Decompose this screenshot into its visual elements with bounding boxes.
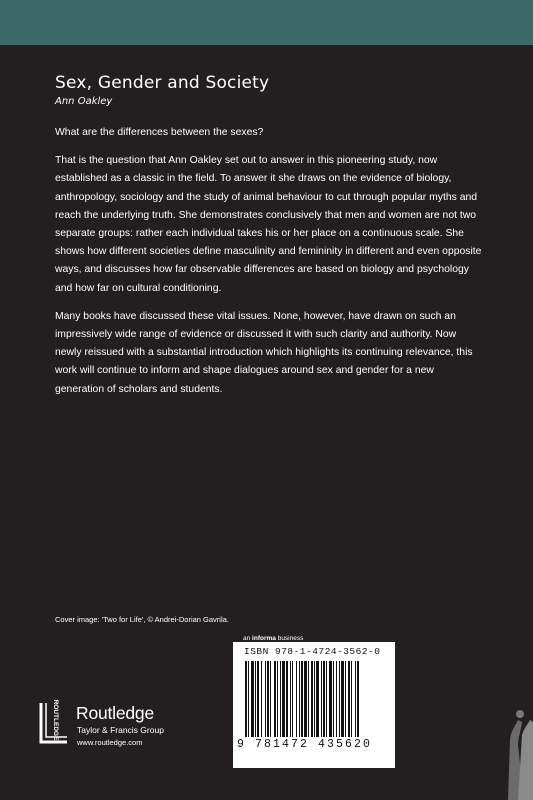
barcode-bar — [296, 661, 297, 737]
barcode-bar — [301, 661, 303, 737]
barcode-bar — [316, 661, 319, 737]
isbn-text: ISBN 978-1-4724-3562-0 — [244, 646, 381, 657]
barcode-bar — [245, 661, 247, 737]
barcode-bar — [357, 661, 359, 737]
barcode-bar — [308, 661, 309, 737]
barcode-bar — [355, 661, 356, 737]
barcode-bar — [323, 661, 325, 737]
barcode-bar — [257, 661, 259, 737]
barcode-bar — [280, 661, 281, 737]
barcode-bar — [267, 661, 269, 737]
barcode-bar — [286, 661, 288, 737]
blurb-paragraph-closing: Many books have discussed these vital issues. None, however, have drawn on such an impressively wide range of evidence or discussed it with such clarity and authority. Now newly reissued with a substantial introduction which highlights its continuing relevance, this work will continue to inform and shape dialogues around sex and gender for a new generation of scholars and students. — [55, 310, 473, 395]
blurb-paragraph-main: That is the question that Ann Oakley set out to answer in this pioneering study, now established as a classic in the field. To answer it she draws on the evidence of biology, anthropology, sociology and the study of animal behaviour to cut through popular myths and reach the underlying truth. She demonstrates conclusively that men and women are not two separate groups: rather each individual takes his or her place on a continuous scale. She shows how different societies define masculinity and femininity in different and even opposite ways, and discusses how far observable differences are based on biology and psychology and how far on cultural conditioning. — [55, 155, 482, 294]
barcode-bar — [339, 661, 340, 737]
barcode-bar — [314, 661, 315, 737]
barcode-bar — [274, 661, 276, 737]
blurb — [55, 124, 483, 409]
cover-image-credit: Cover image: 'Two for Life', © Andrei-Dorian Gavrila. — [55, 615, 229, 624]
barcode-bar — [321, 661, 322, 737]
publisher-website: www.routledge.com — [77, 738, 143, 747]
barcode-bars — [233, 659, 395, 739]
blurb-paragraph-question: What are the differences between the sexes? — [55, 127, 264, 138]
corner-figure-graphic — [438, 700, 533, 800]
barcode-bar — [348, 661, 350, 737]
barcode-bar — [351, 661, 352, 737]
barcode-bar — [277, 661, 278, 737]
book-title: Sex, Gender and Society — [55, 73, 270, 93]
barcode-bar — [333, 661, 334, 737]
barcode-bar — [341, 661, 344, 737]
publisher-name: Routledge — [76, 703, 154, 723]
barcode-bar — [248, 661, 249, 737]
informa-prefix: an — [243, 635, 251, 642]
barcode-digits: 9 781472 435620 — [237, 738, 373, 751]
barcode-bar — [255, 661, 256, 737]
barcode-bar — [326, 661, 327, 737]
barcode-bar — [282, 661, 285, 737]
barcode-bar — [292, 661, 293, 737]
informa-business-line — [243, 635, 303, 642]
informa-suffix: business — [277, 635, 304, 642]
isbn-barcode — [233, 642, 395, 768]
barcode-bar — [299, 661, 300, 737]
barcode-bar — [290, 661, 291, 737]
barcode-bar — [336, 661, 337, 737]
barcode-bar — [304, 661, 307, 737]
top-color-band — [0, 0, 533, 45]
barcode-bar — [329, 661, 332, 737]
book-author: Ann Oakley — [55, 96, 113, 107]
informa-brand: informa — [252, 635, 276, 642]
barcode-bar — [345, 661, 346, 737]
barcode-bar — [261, 661, 262, 737]
barcode-bar — [251, 661, 254, 737]
routledge-logo-icon — [38, 700, 70, 745]
barcode-bar — [311, 661, 313, 737]
routledge-vertical-label: ROUTLEDGE — [52, 700, 59, 741]
barcode-bar — [265, 661, 266, 737]
publisher-group: Taylor & Francis Group — [77, 725, 164, 735]
barcode-bar — [270, 661, 271, 737]
